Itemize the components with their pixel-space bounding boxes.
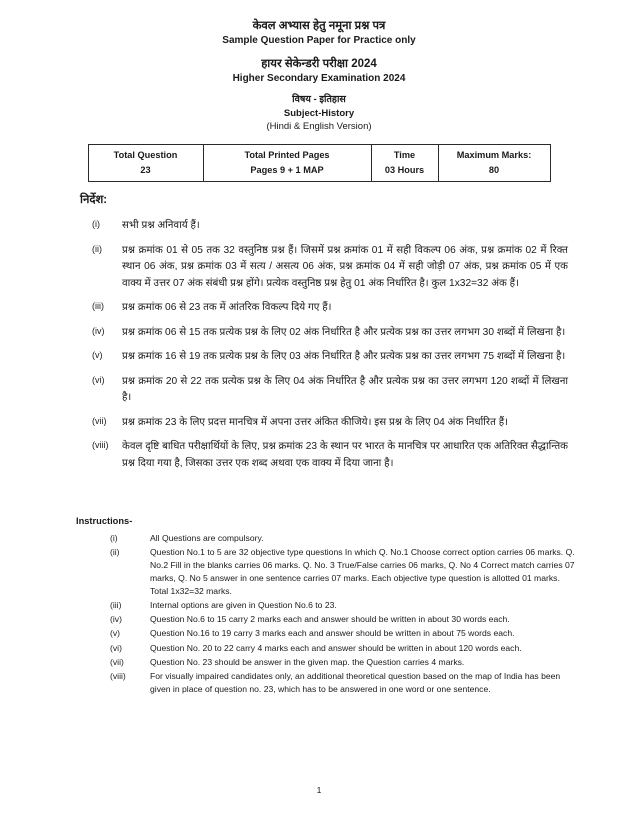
title-english: Sample Question Paper for Practice only <box>222 35 416 47</box>
time-value: 03 Hours <box>384 164 425 175</box>
total-printed-pages-value: Pages 9 + 1 MAP <box>250 164 324 175</box>
list-item <box>110 613 580 626</box>
hindi-instructions-heading: निर्देश: <box>80 194 108 206</box>
page-number: 1 <box>316 785 322 795</box>
exam-info-table <box>88 144 551 182</box>
header-spacer-1 <box>0 49 638 56</box>
total-question-label: Total Question <box>113 150 178 161</box>
english-item-text: Question No.6 to 15 carry 2 marks each and answer should be written in about 30 words each. <box>150 614 510 625</box>
list-item <box>110 627 580 640</box>
total-printed-pages-cell <box>203 145 371 182</box>
hindi-item-number: (vii) <box>92 415 107 426</box>
list-item <box>80 349 570 366</box>
list-item <box>110 546 580 598</box>
english-item-number: (vi) <box>110 642 122 653</box>
english-item-number: (viii) <box>110 670 126 681</box>
exam-info-table-wrapper <box>0 144 638 182</box>
language-version: (Hindi & English Version) <box>266 121 372 132</box>
total-question-cell <box>88 145 203 182</box>
header-spacer-2 <box>0 86 638 93</box>
list-item <box>80 218 570 235</box>
english-item-number: (vii) <box>110 656 124 667</box>
english-item-number: (v) <box>110 628 121 639</box>
list-item <box>80 415 570 432</box>
time-label: Time <box>393 150 416 161</box>
hindi-item-number: (ii) <box>92 243 102 254</box>
english-instructions-heading: Instructions- <box>76 516 133 526</box>
english-item-number: (iii) <box>110 600 122 611</box>
list-item <box>110 670 580 696</box>
hindi-item-number: (iii) <box>92 301 104 312</box>
hindi-instructions-list <box>80 218 570 480</box>
english-item-number: (i) <box>110 533 118 543</box>
hindi-item-text: सभी प्रश्न अनिवार्य हैं। <box>122 220 200 231</box>
english-item-text: All Questions are compulsory. <box>150 533 264 543</box>
english-item-text: Question No. 23 should be answer in the given map. the Question carries 4 marks. <box>150 656 465 667</box>
subject-english: Subject-History <box>283 107 355 119</box>
english-item-text: Question No. 20 to 22 carry 4 marks each and answer should be written in about 120 words each. <box>150 642 522 653</box>
english-item-text: Internal options are given in Question No.6 to 23. <box>150 600 337 611</box>
exam-name-english: Higher Secondary Examination 2024 <box>232 72 406 84</box>
total-printed-pages-label: Total Printed Pages <box>244 150 330 161</box>
english-item-number: (iv) <box>110 614 122 625</box>
hindi-item-number: (v) <box>92 350 103 361</box>
list-item <box>110 656 580 669</box>
english-item-text: Question No.1 to 5 are 32 objective type questions In which Q. No.1 Choose correct option carries 06 marks. Q. No.2 Fill in the blanks carries 06 marks. Q. No. 3 True/False carries 06 marks, Q. No 4 Correct match carries 07 marks, Q. No 5 answer in one sentence carries 07 marks. Each objective type question is allotted 01 marks. Total 1x32=32 marks. <box>150 547 575 597</box>
list-item <box>80 243 570 293</box>
list-item <box>80 374 570 407</box>
list-item <box>110 599 580 612</box>
table-row <box>88 145 550 182</box>
maximum-marks-cell <box>438 145 550 182</box>
maximum-marks-label: Maximum Marks: <box>456 150 532 161</box>
english-instructions-list <box>110 532 580 697</box>
maximum-marks-value: 80 <box>488 164 500 175</box>
list-item <box>110 642 580 655</box>
hindi-item-text: प्रश्न क्रमांक 06 से 15 तक प्रत्येक प्रश्न के लिए 02 अंक निर्धारित है और प्रत्येक प्रश्न का उत्तर लगभग 30 शब्दों में लिखना है। <box>122 326 566 338</box>
english-item-text: Question No.16 to 19 carry 3 marks each and answer should be written in about 75 words each. <box>150 628 515 639</box>
document-header <box>0 0 638 133</box>
hindi-item-number: (i) <box>92 219 100 229</box>
hindi-item-text: प्रश्न क्रमांक 23 के लिए प्रदत्त मानचित्र में अपना उत्तर अंकित कीजिये। इस प्रश्न के लिए 04 अंक निर्धारित हैं। <box>122 416 508 428</box>
hindi-item-text: प्रश्न क्रमांक 01 से 05 तक 32 वस्तुनिष्ठ प्रश्न हैं। जिसमें प्रश्न क्रमांक 01 में सही विकल्प 06 अंक, प्रश्न क्रमांक 02 में रिक्त स्थान 06 अंक, प्रश्न क्रमांक 03 में सत्य / असत्य 06 अंक, प्रश्न क्रमांक 04 में सही जोड़ी 07 अंक, प्रश्न क्रमांक 05 में एक वाक्य में उत्तर 07 अंक संबंधी प्रश्न होंगे। प्रत्येक वस्तुनिष्ठ प्रश्न हेतु 01 अंक निर्धारित है। कुल 1x32=32 अंक हैं। <box>122 244 568 289</box>
hindi-item-number: (vi) <box>92 374 105 385</box>
hindi-item-text: प्रश्न क्रमांक 06 से 23 तक में आंतरिक विकल्प दिये गए हैं। <box>122 302 332 314</box>
english-item-text: For visually impaired candidates only, an additional theoretical question based on the map of India has been given in place of question no. 23, which has to be answered in one word or one sentence. <box>150 670 561 694</box>
list-item <box>110 532 580 545</box>
subject-hindi: विषय - इतिहास <box>292 94 346 106</box>
hindi-item-number: (iv) <box>92 325 105 336</box>
list-item <box>80 300 570 317</box>
hindi-item-number: (viii) <box>92 440 109 451</box>
title-hindi: केवल अभ्यास हेतु नमूना प्रश्न पत्र <box>252 20 386 32</box>
list-item <box>80 439 570 472</box>
hindi-item-text: प्रश्न क्रमांक 16 से 19 तक प्रत्येक प्रश्न के लिए 03 अंक निर्धारित है और प्रत्येक प्रश्न का उत्तर लगभग 75 शब्दों में लिखना है। <box>122 351 566 363</box>
english-item-number: (ii) <box>110 547 120 558</box>
time-cell <box>371 145 438 182</box>
list-item <box>80 325 570 342</box>
hindi-item-text: केवल दृष्टि बाधित परीक्षार्थियों के लिए, प्रश्न क्रमांक 23 के स्थान पर भारत के मानचित्र पर आधारित एक अतिरिक्त सैद्धान्तिक प्रश्न दिया गया है, जिसका उत्तर एक शब्द अथवा एक वाक्य में दिया जाना है। <box>122 441 568 469</box>
exam-name-hindi: हायर सेकेन्डरी परीक्षा 2024 <box>261 57 377 70</box>
total-question-value: 23 <box>140 164 151 175</box>
hindi-item-text: प्रश्न क्रमांक 20 से 22 तक प्रत्येक प्रश्न के लिए 04 अंक निर्धारित है और प्रत्येक प्रश्न का उत्तर लगभग 120 शब्दों में लिखना है। <box>122 375 568 404</box>
